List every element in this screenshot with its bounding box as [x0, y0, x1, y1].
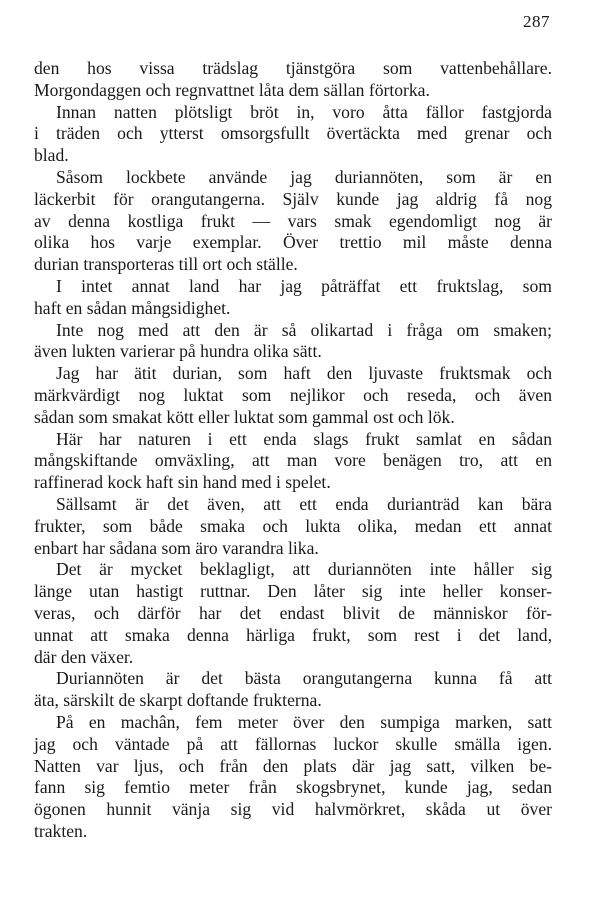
- text-line: fann sig femtio meter från skogsbrynet, kunde jag, sedan: [34, 777, 552, 798]
- paragraph: [34, 668, 552, 712]
- text-line: Inte nog med att den är så olikartad i fråga om smaken;: [56, 319, 552, 340]
- text-line: där den växer.: [34, 646, 134, 667]
- text-line: Såsom lockbete använde jag duriannöten, som är en: [56, 166, 552, 187]
- text-line: Jag har ätit durian, som haft den ljuvaste fruktsmak och: [56, 363, 552, 384]
- text-line: trakten.: [34, 820, 88, 841]
- text-line: Här har naturen i ett enda slags frukt samlat en sådan: [56, 428, 552, 449]
- paragraph: [34, 58, 552, 102]
- text-line: unnat att smaka denna härliga frukt, som rest i det land,: [34, 624, 552, 645]
- paragraph: [34, 320, 552, 364]
- paragraph: [34, 712, 552, 843]
- text-line: frukter, som både smaka och lukta olika, medan ett annat: [34, 515, 552, 536]
- text-line: olika hos varje exemplar. Över trettio mil måste denna: [34, 232, 552, 253]
- body-text: [34, 58, 552, 843]
- text-line: veras, och därför har det endast blivit de människor för-: [34, 602, 552, 623]
- text-line: Morgondaggen och regnvattnet låta dem sällan förtorka.: [34, 79, 430, 100]
- paragraph: [34, 494, 552, 559]
- text-line: i träden och ytterst omsorgsfullt övertäckta med grenar och: [34, 123, 552, 144]
- paragraph: [34, 276, 552, 320]
- text-line: sådan som smakat kött eller luktat som gammal ost och lök.: [34, 406, 455, 427]
- text-line: Natten var ljus, och från den plats där jag satt, vilken be-: [34, 755, 552, 776]
- paragraph: [34, 559, 552, 668]
- paragraph: [34, 429, 552, 494]
- text-line: durian transporteras till ort och ställe.: [34, 254, 298, 275]
- text-line: den hos vissa trädslag tjänstgöra som vattenbehållare.: [34, 58, 552, 78]
- text-line: länge utan hastigt ruttnar. Den låter sig inte heller konser-: [34, 581, 552, 602]
- paragraph: [34, 167, 552, 276]
- text-line: På en machân, fem meter över den sumpiga marken, satt: [56, 711, 552, 732]
- text-line: ögonen hunnit vänja sig vid halvmörkret, skåda ut över: [34, 799, 552, 820]
- paragraph: [34, 363, 552, 428]
- text-line: blad.: [34, 145, 69, 166]
- text-line: mångskiftande omväxling, att man vore benägen tro, att en: [34, 450, 552, 471]
- text-line: jag och väntade på att fällornas luckor skulle smälla igen.: [34, 733, 552, 754]
- text-line: Duriannöten är det bästa orangutangerna kunna få att: [56, 668, 552, 689]
- text-line: även lukten varierar på hundra olika sätt.: [34, 341, 322, 362]
- text-line: äta, särskilt de skarpt doftande frukterna.: [34, 690, 322, 711]
- paragraph: [34, 102, 552, 167]
- text-line: enbart har sådana som äro varandra lika.: [34, 537, 319, 558]
- text-line: av denna kostliga frukt — vars smak egendomligt nog är: [34, 210, 552, 231]
- text-line: Det är mycket beklagligt, att duriannöten inte håller sig: [56, 559, 552, 580]
- text-line: I intet annat land har jag påträffat ett fruktslag, som: [56, 275, 552, 296]
- page-number: 287: [523, 12, 550, 31]
- text-line: raffinerad kock haft sin hand med i spelet.: [34, 472, 331, 493]
- text-line: Sällsamt är det även, att ett enda durianträd kan bära: [56, 493, 552, 514]
- text-line: läckerbit för orangutangerna. Själv kunde jag aldrig få nog: [34, 188, 552, 209]
- text-line: haft en sådan mångsidighet.: [34, 297, 231, 318]
- text-line: märkvärdigt nog luktat som nejlikor och reseda, och även: [34, 384, 552, 405]
- text-line: Innan natten plötsligt bröt in, voro åtta fällor fastgjorda: [56, 101, 552, 122]
